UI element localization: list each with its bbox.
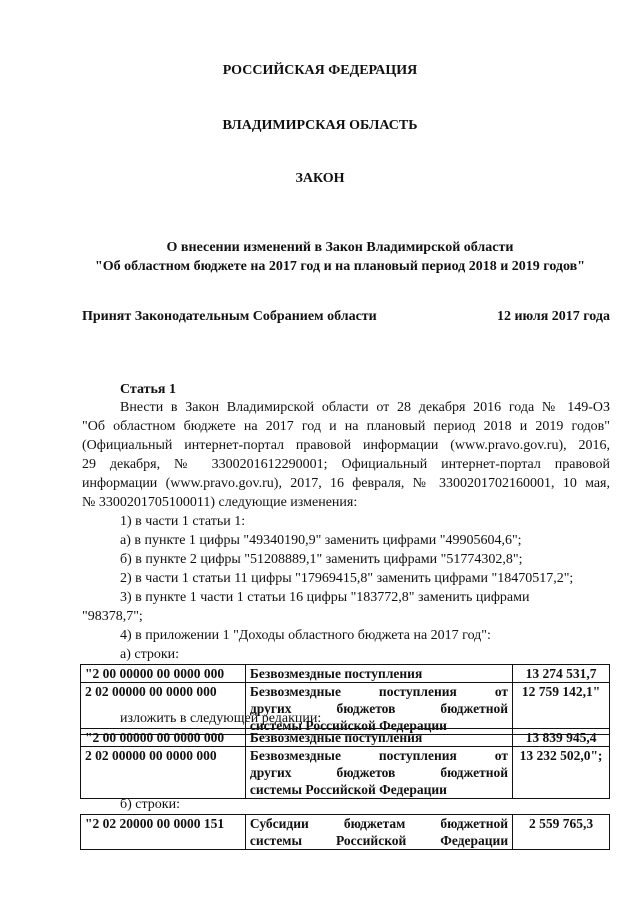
budget-description: Субсидии бюджетам бюджетной системы Российской Федерации <box>245 815 512 850</box>
region-heading: ВЛАДИМИРСКАЯ ОБЛАСТЬ <box>222 118 418 133</box>
budget-amount: 2 559 765,3 <box>513 815 610 850</box>
after-a-text: изложить в следующей редакции: <box>120 711 322 726</box>
adoption-line <box>82 309 610 325</box>
law-title-line-2: "Об областном бюджете на 2017 год и на плановый период 2018 и 2019 годов" <box>95 259 585 274</box>
change-item: 4) в приложении 1 "Доходы областного бюджета на 2017 год": <box>120 628 491 643</box>
change-item: а) в пункте 1 цифры "49340190,9" заменить цифрами "49905604,6"; <box>120 533 522 548</box>
item-b-table <box>80 814 610 850</box>
table-row <box>81 729 610 747</box>
doc-type-heading: ЗАКОН <box>295 171 345 186</box>
budget-amount: 13 839 945,4 <box>513 729 610 747</box>
adoption-label: Принят Законодательным Собранием области <box>82 309 377 324</box>
intro-line: № 3300201705100011) следующие изменения: <box>82 495 358 510</box>
intro-line: "Об областном бюджете на 2017 год и на плановый период 2018 и 2019 годов" <box>82 419 610 434</box>
article-heading: Статья 1 <box>120 382 176 397</box>
change-item: а) строки: <box>120 647 180 662</box>
country-heading: РОССИЙСКАЯ ФЕДЕРАЦИЯ <box>222 63 418 78</box>
budget-description: Безвозмездные поступления <box>245 729 512 747</box>
budget-code: "2 00 00000 00 0000 000 <box>81 729 246 747</box>
change-item: 3) в пункте 1 части 1 статьи 16 цифры "183772,8" заменить цифрами <box>120 590 530 605</box>
intro-line: 29 декабря, № 3300201612290001; Официальный интернет-портал правовой <box>82 457 610 472</box>
budget-code: 2 02 00000 00 0000 000 <box>81 683 246 735</box>
intro-line: информации (www.pravo.gov.ru), 2017, 16 февраля, № 3300201702160001, 10 мая, <box>82 476 610 491</box>
table-row <box>81 815 610 850</box>
budget-amount: 13 274 531,7 <box>513 665 610 683</box>
table-row <box>81 665 610 683</box>
budget-code: 2 02 00000 00 0000 000 <box>81 747 246 799</box>
budget-description: Безвозмездные поступления <box>245 665 512 683</box>
law-title-line-1: О внесении изменений в Закон Владимирской области <box>166 240 514 255</box>
new-rows-table <box>80 728 610 799</box>
item-b-text: б) строки: <box>120 797 180 812</box>
budget-description: Безвозмездные поступления от других бюджетов бюджетной системы Российской Федерации <box>245 747 512 799</box>
change-item: "98378,7"; <box>82 609 143 624</box>
change-item: 1) в части 1 статьи 1: <box>120 514 246 529</box>
intro-line: Внести в Закон Владимирской области от 28 декабря 2016 года № 149-ОЗ <box>120 400 610 415</box>
budget-amount: 12 759 142,1" <box>513 683 610 735</box>
budget-amount: 13 232 502,0"; <box>513 747 610 799</box>
change-item: б) в пункте 2 цифры "51208889,1" заменить цифрами "51774302,8"; <box>120 552 523 567</box>
table-row <box>81 747 610 799</box>
budget-code: "2 00 00000 00 0000 000 <box>81 665 246 683</box>
adoption-date: 12 июля 2017 года <box>496 309 610 324</box>
budget-description: Безвозмездные поступления от других бюджетов бюджетной системы Российской Федерации <box>245 683 512 735</box>
change-item: 2) в части 1 статьи 11 цифры "17969415,8" заменить цифрами "18470517,2"; <box>120 571 574 586</box>
budget-code: "2 02 20000 00 0000 151 <box>81 815 246 850</box>
intro-line: (Официальный интернет-портал правовой информации (www.pravo.gov.ru), 2016, <box>82 438 610 453</box>
